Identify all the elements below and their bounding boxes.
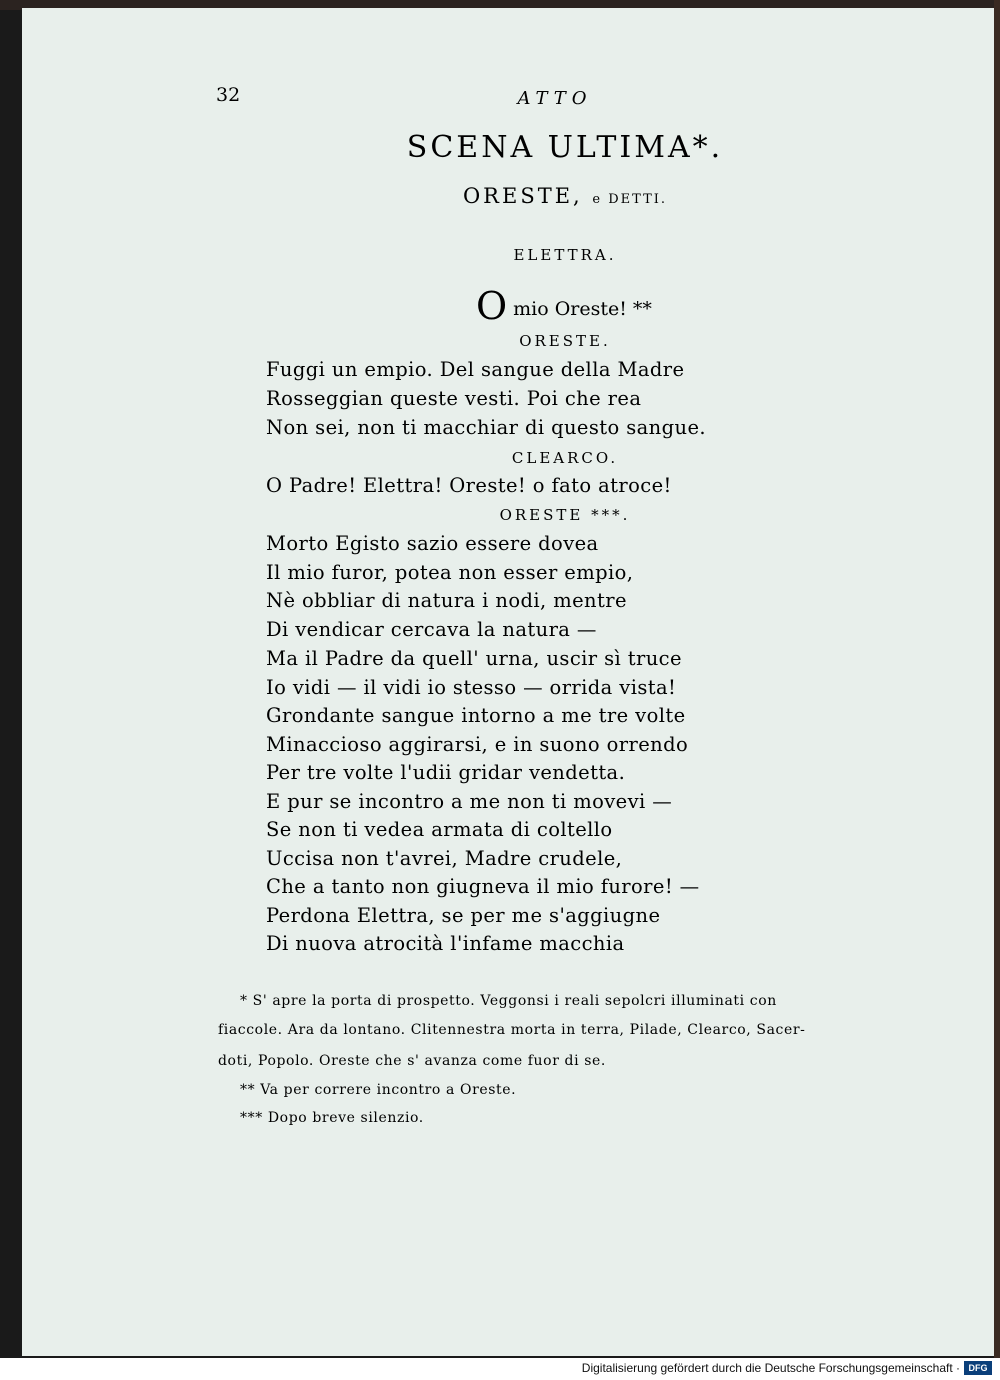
verse-line: O Padre! Elettra! Oreste! o fato atroce! (266, 474, 672, 497)
verse-line: Se non ti vedea armata di coltello (266, 818, 613, 841)
dfg-logo-icon: DFG (964, 1361, 992, 1375)
drop-initial: O (476, 284, 508, 328)
footnote-line: fiaccole. Ara da lontano. Clitennestra morta in terra, Pilade, Clearco, Sacer- (218, 1022, 806, 1038)
first-line (476, 284, 652, 328)
footnote-line: * S' apre la porta di prospetto. Veggonsi i reali sepolcri illuminati con (240, 993, 777, 1009)
verse-line: Io vidi — il vidi io stesso — orrida vista! (266, 676, 677, 699)
page-number: 32 (216, 84, 241, 106)
speaker-elettra: ELETTRA. (513, 246, 617, 264)
footnote-line: *** Dopo breve silenzio. (240, 1110, 424, 1126)
verse-line: Grondante sangue intorno a me tre volte (266, 704, 686, 727)
verse-line: Ma il Padre da quell' urna, uscir sì truce (266, 647, 682, 670)
first-line-text: mio Oreste! ** (513, 298, 652, 320)
verse-line: Morto Egisto sazio essere dovea (266, 532, 599, 555)
verse-line: Fuggi un empio. Del sangue della Madre (266, 358, 685, 381)
verse-line: Di vendicar cercava la natura — (266, 618, 597, 641)
scene-title: SCENA ULTIMA*. (406, 130, 724, 165)
speaker-clearco: CLEARCO. (511, 449, 619, 467)
footnote-line: doti, Popolo. Oreste che s' avanza come fuor di se. (218, 1053, 606, 1069)
verse-line: Che a tanto non giugneva il mio furore! — (266, 875, 700, 898)
verse-line: Il mio furor, potea non esser empio, (266, 561, 634, 584)
footnote-line: ** Va per correre incontro a Oreste. (240, 1082, 517, 1098)
verse-line: Minaccioso aggirarsi, e in suono orrendo (266, 733, 689, 756)
footer-credit: Digitalisierung gefördert durch die Deutsche Forschungsgemeinschaft · (581, 1361, 960, 1375)
characters-small: e DETTI. (592, 192, 668, 207)
verse-line: Uccisa non t'avrei, Madre crudele, (266, 847, 623, 870)
verse-line: Non sei, non ti macchiar di questo sangue. (266, 416, 707, 439)
speaker-oreste: ORESTE. (519, 332, 611, 350)
running-head: ATTO (517, 88, 593, 109)
speaker-oreste-2: ORESTE ***. (499, 506, 631, 524)
verse-line: Rosseggian queste vesti. Poi che rea (266, 387, 642, 410)
verse-line: E pur se incontro a me non ti movevi — (266, 790, 673, 813)
verse-line: Nè obbliar di natura i nodi, mentre (266, 589, 627, 612)
verse-line: Perdona Elettra, se per me s'aggiugne (266, 904, 661, 927)
characters-main: ORESTE, (462, 184, 583, 208)
verse-line: Di nuova atrocità l'infame macchia (266, 932, 625, 955)
verse-line: Per tre volte l'udii gridar vendetta. (266, 761, 626, 784)
footer-bar (0, 1358, 1000, 1380)
characters-line (0, 184, 1000, 208)
